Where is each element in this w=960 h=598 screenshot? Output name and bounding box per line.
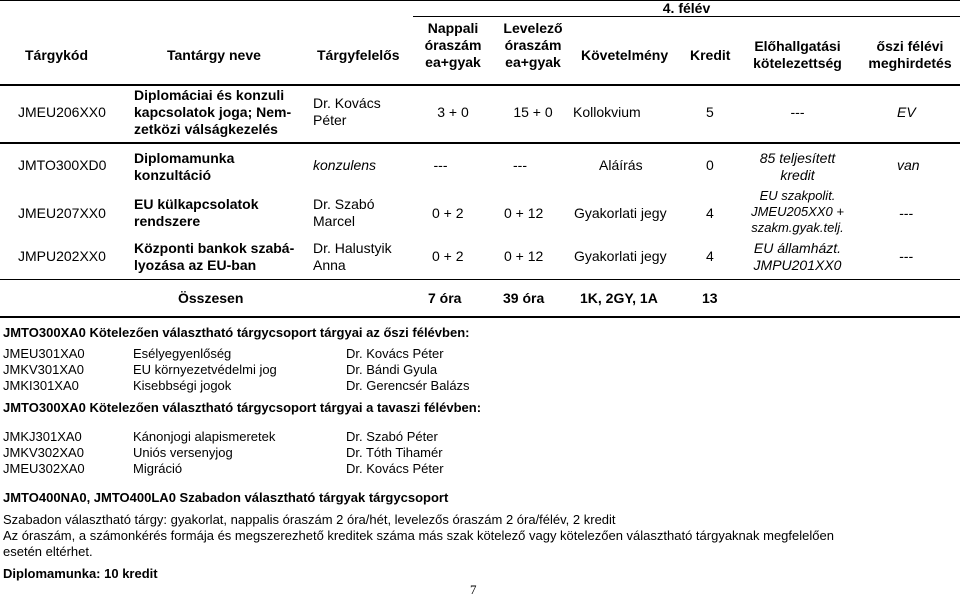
group2-item-1-person: Dr. Szabó Péter [346, 429, 438, 444]
row1-requirement: Kollokvium [573, 104, 641, 120]
group2-item-3-code: JMEU302XA0 [3, 461, 85, 476]
group2-item-1-name: Kánonjogi alapismeretek [133, 429, 276, 444]
group1-title: JMTO300XA0 Kötelezően választható tárgycsoport tárgyai az őszi félévben: [3, 325, 470, 340]
total-top-line [0, 279, 960, 280]
group1-item-2-person: Dr. Bándi Gyula [346, 362, 438, 377]
row1-code: JMEU206XX0 [18, 104, 106, 120]
total-day-hours: 7 óra [428, 290, 462, 306]
row4-requirement: Gyakorlati jegy [574, 248, 667, 264]
row3-corr-hours: 0 + 12 [504, 205, 544, 221]
row4-credit: 4 [706, 248, 714, 264]
group2-item-3-person: Dr. Kovács Péter [346, 461, 444, 476]
row3-responsible: Dr. Szabó Marcel [313, 196, 375, 229]
row3-code: JMEU207XX0 [18, 205, 106, 221]
col-responsible-header: Tárgyfelelős [317, 47, 400, 63]
row2-corr-hours: --- [513, 157, 527, 173]
col-day-hours-header: Nappali óraszám ea+gyak [424, 20, 482, 70]
total-credit: 13 [702, 290, 718, 306]
row1-corr-hours: 15 + 0 [513, 104, 553, 120]
group1-item-2-code: JMKV301XA0 [3, 362, 84, 377]
group3-title: JMTO400NA0, JMTO400LA0 Szabadon választható tárgyak tárgycsoport [3, 490, 449, 505]
col-name-header: Tantárgy neve [167, 47, 261, 63]
row2-code: JMTO300XD0 [18, 157, 107, 173]
row1-prereq: --- [790, 104, 805, 120]
row1-credit: 5 [706, 104, 714, 120]
row4-responsible: Dr. Halustyik Anna [313, 240, 392, 273]
table-bottom-line [0, 316, 960, 318]
group3-line1: Szabadon választható tárgy: gyakorlat, nappalis óraszám 2 óra/hét, levelezős óraszám 2 óra/félév, 2 kredit [3, 512, 616, 527]
row1-name: Diplomáciai és konzuli kapcsolatok joga; Nem- zetközi válságkezelés [134, 87, 292, 137]
col-corr-hours-header: Levelező óraszám ea+gyak [503, 20, 563, 70]
group2-item-2-name: Uniós versenyjog [133, 445, 233, 460]
row3-credit: 4 [706, 205, 714, 221]
row1-responsible: Dr. Kovács Péter [313, 95, 381, 128]
row1-autumn: EV [897, 104, 916, 120]
row3-autumn: --- [899, 205, 913, 221]
total-requirement: 1K, 2GY, 1A [580, 290, 658, 306]
group3-line3: esetén eltérhet. [3, 544, 93, 559]
group1-item-1-code: JMEU301XA0 [3, 346, 85, 361]
group1-item-1-name: Esélyegyenlőség [133, 346, 232, 361]
col-requirement-header: Követelmény [581, 47, 669, 63]
total-label: Összesen [178, 290, 244, 306]
col-prereq-header: Előhallgatási kötelezettség [753, 38, 842, 71]
row2-requirement: Aláírás [599, 157, 643, 173]
group1-item-2-name: EU környezetvédelmi jog [133, 362, 277, 377]
row3-name: EU külkapcsolatok rendszere [134, 196, 259, 229]
group2-title: JMTO300XA0 Kötelezően választható tárgycsoport tárgyai a tavaszi félévben: [3, 400, 482, 415]
row4-autumn: --- [899, 248, 913, 264]
page-number: 7 [470, 582, 477, 597]
group2-item-2-code: JMKV302XA0 [3, 445, 84, 460]
group1-item-3-person: Dr. Gerencsér Balázs [346, 378, 470, 393]
group1-item-1-person: Dr. Kovács Péter [346, 346, 444, 361]
semester-title: 4. félév [662, 0, 711, 16]
row2-autumn: van [897, 157, 920, 173]
group2-item-3-name: Migráció [133, 461, 183, 476]
row2-prereq: 85 teljesített kredit [759, 150, 836, 183]
col-credit-header: Kredit [690, 47, 731, 63]
thesis-credit-note: Diplomamunka: 10 kredit [3, 566, 158, 581]
row4-prereq: EU államházt. JMPU201XX0 [753, 240, 842, 273]
row3-requirement: Gyakorlati jegy [574, 205, 667, 221]
col-autumn-header: őszi félévi meghirdetés [868, 38, 952, 71]
row3-day-hours: 0 + 2 [432, 205, 464, 221]
row2-credit: 0 [706, 157, 714, 173]
row3-prereq: EU szakpolit. JMEU205XX0 + szakm.gyak.telj. [751, 188, 844, 235]
row4-corr-hours: 0 + 12 [504, 248, 544, 264]
row2-day-hours: --- [433, 157, 448, 173]
row1-day-hours: 3 + 0 [437, 104, 469, 120]
group1-item-3-code: JMKI301XA0 [3, 378, 79, 393]
row2-consultant: konzulens [313, 157, 377, 173]
row1-bottom-line [0, 142, 960, 144]
total-corr-hours: 39 óra [503, 290, 545, 306]
group2-item-1-code: JMKJ301XA0 [3, 429, 82, 444]
col-code-header: Tárgykód [25, 47, 89, 63]
group1-item-3-name: Kisebbségi jogok [133, 378, 232, 393]
row4-name: Központi bankok szabá- lyozása az EU-ban [134, 240, 295, 273]
group3-line2: Az óraszám, a számonkérés formája és megszerezhető kreditek száma más szak kötelező vagy kötelezően választható tárgyaknak megfelelően [3, 528, 834, 543]
group2-item-2-person: Dr. Tóth Tihamér [346, 445, 443, 460]
row4-code: JMPU202XX0 [18, 248, 106, 264]
row4-day-hours: 0 + 2 [432, 248, 464, 264]
row2-name: Diplomamunka konzultáció [134, 150, 235, 183]
